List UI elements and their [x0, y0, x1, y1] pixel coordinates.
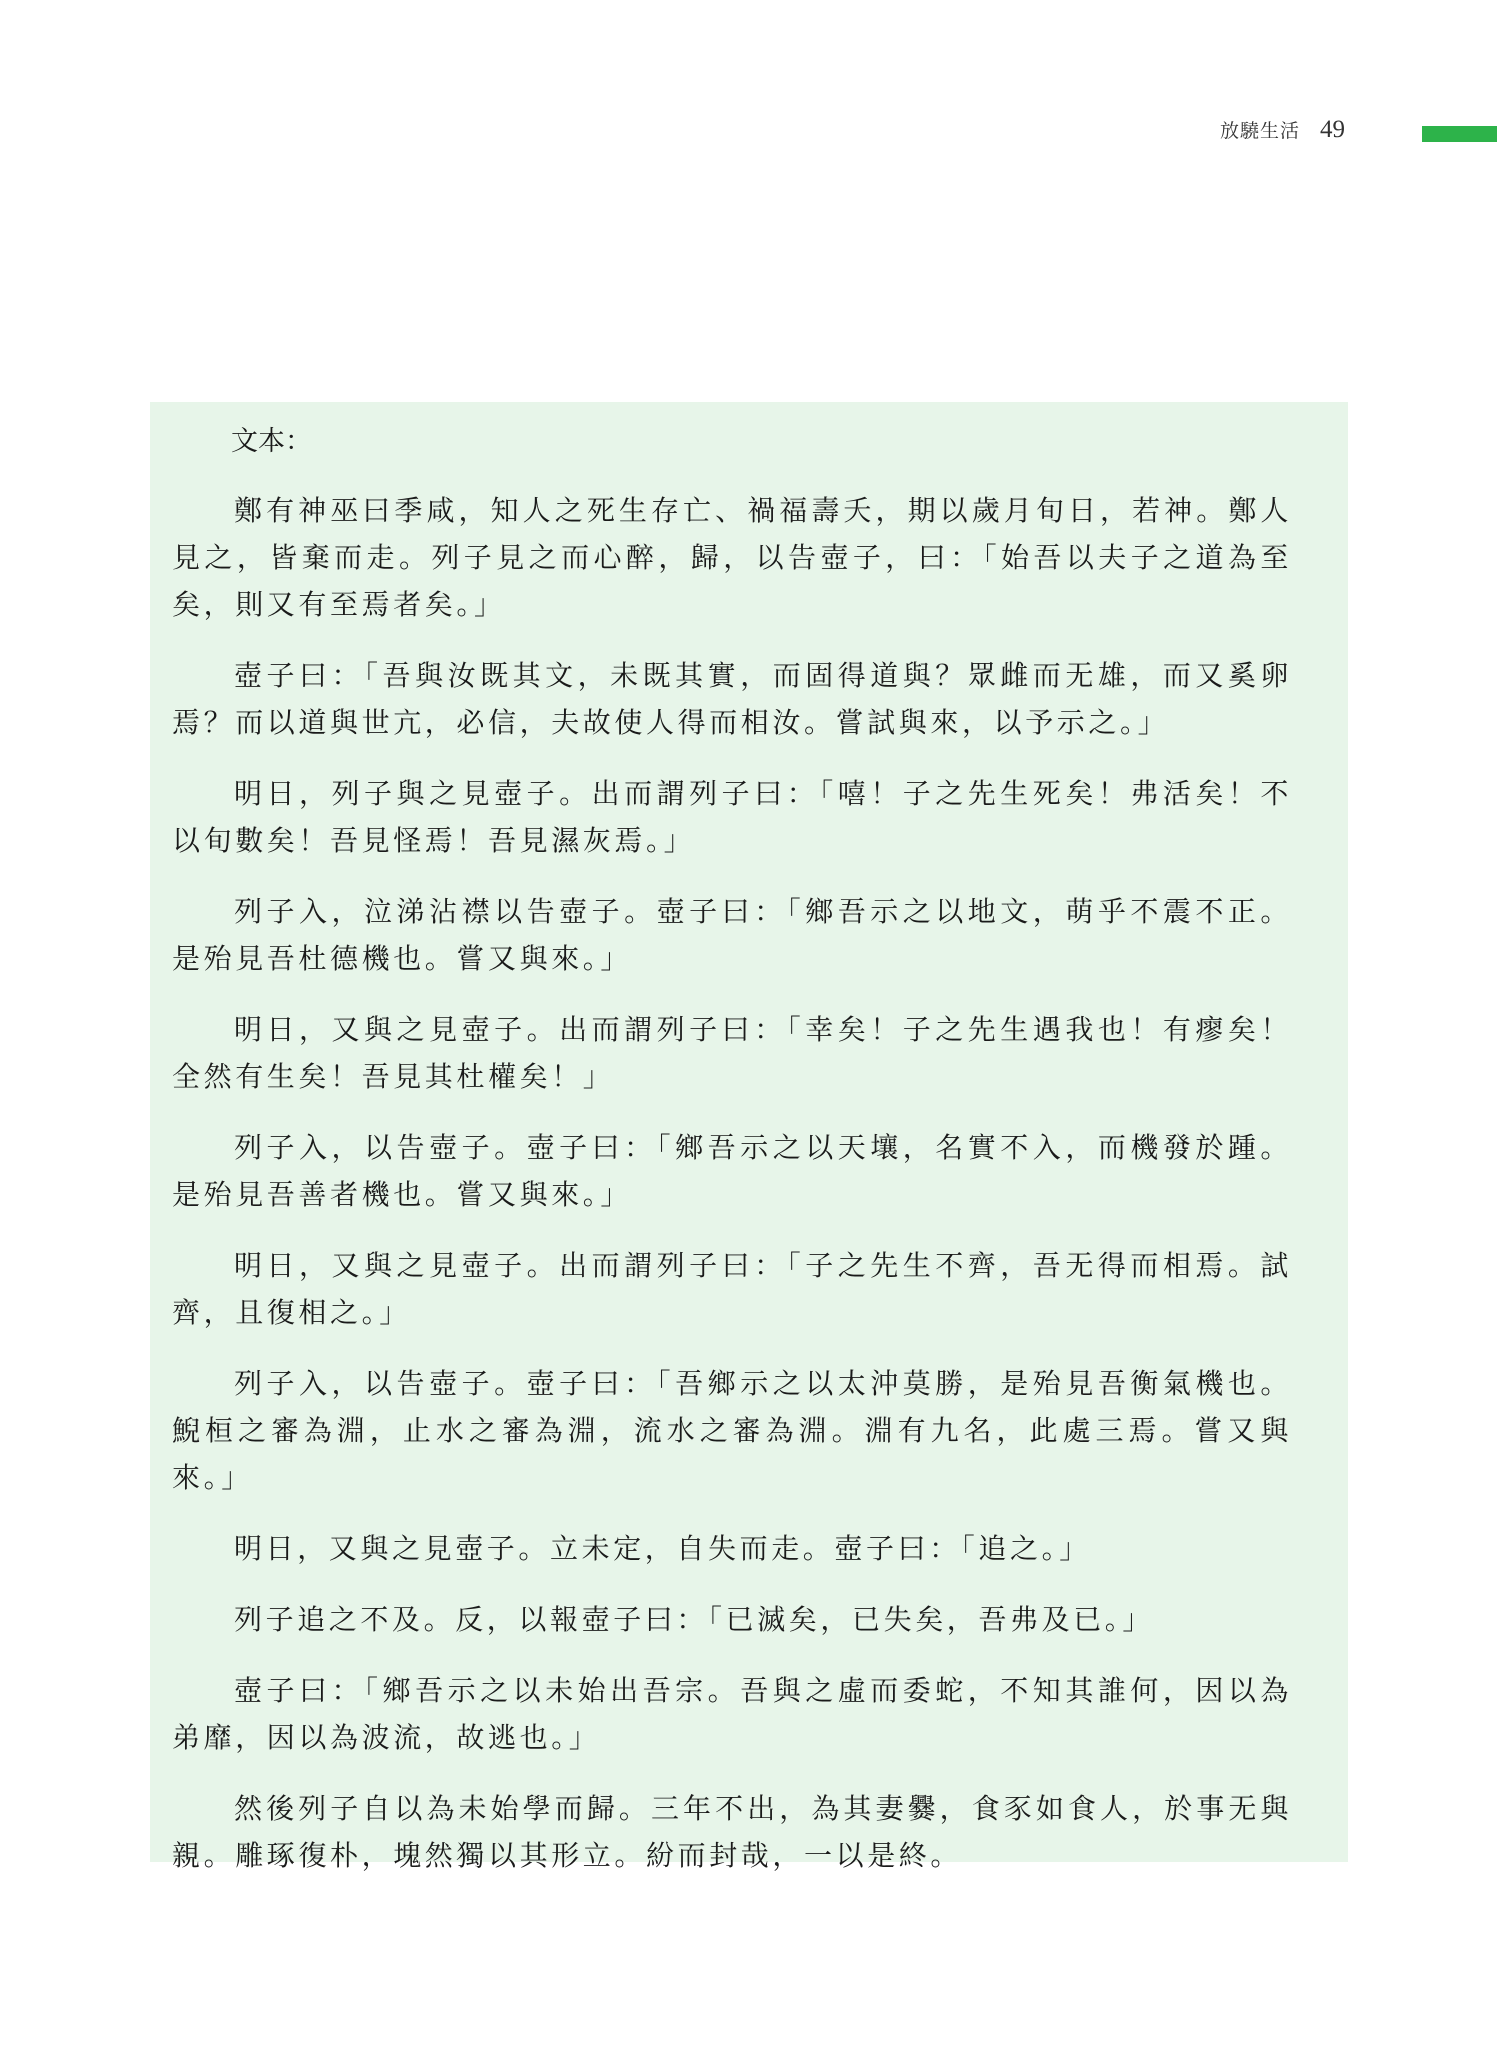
running-header [1220, 116, 1345, 144]
paragraph-2: 壺子曰：「吾與汝既其文，未既其實，而固得道與？眾雌而无雄，而又奚卵焉？而以道與世亢，必信，夫故使人得而相汝。嘗試與來，以予示之。」 [172, 659, 1292, 739]
page-number: 49 [1320, 116, 1345, 143]
paragraph-3: 明日，列子與之見壺子。出而謂列子曰：「嘻！子之先生死矣！弗活矣！不以旬數矣！吾見怪焉！吾見濕灰焉。」 [172, 777, 1292, 857]
paragraph-4: 列子入，泣涕沾襟以告壺子。壺子曰：「鄉吾示之以地文，萌乎不震不正。是殆見吾杜德機也。嘗又與來。」 [172, 895, 1292, 975]
passage [172, 487, 1292, 1903]
paragraph-5: 明日，又與之見壺子。出而謂列子曰：「幸矣！子之先生遇我也！有瘳矣！全然有生矣！吾見其杜權矣！」 [172, 1013, 1292, 1093]
paragraph-11: 壺子曰：「鄉吾示之以未始出吾宗。吾與之虛而委蛇，不知其誰何，因以為弟靡，因以為波流，故逃也。」 [172, 1674, 1292, 1754]
text-box [150, 402, 1348, 1872]
paragraph-6: 列子入，以告壺子。壺子曰：「鄉吾示之以天壤，名實不入，而機發於踵。是殆見吾善者機也。嘗又與來。」 [172, 1131, 1292, 1211]
paragraph-10: 列子追之不及。反，以報壺子曰：「已滅矣，已失矣，吾弗及已。」 [234, 1603, 1155, 1636]
text-box-label: 文本： [231, 426, 312, 457]
paragraph-12: 然後列子自以為未始學而歸。三年不出，為其妻爨，食豕如食人，於事无與親。雕琢復朴，塊然獨以其形立。紛而封哉，一以是終。 [172, 1792, 1292, 1872]
paragraph-8: 列子入，以告壺子。壺子曰：「吾鄉示之以太沖莫勝，是殆見吾衡氣機也。鯢桓之審為淵，止水之審為淵，流水之審為淵。淵有九名，此處三焉。嘗又與來。」 [172, 1367, 1292, 1494]
green-tab-marker [1422, 126, 1497, 142]
running-title: 放驍生活 [1219, 120, 1300, 142]
paragraph-7: 明日，又與之見壺子。出而謂列子曰：「子之先生不齊，吾无得而相焉。試齊，且復相之。」 [172, 1249, 1292, 1329]
paragraph-1: 鄭有神巫曰季咸，知人之死生存亡、禍福壽夭，期以歲月旬日，若神。鄭人見之，皆棄而走。列子見之而心醉，歸，以告壺子，曰：「始吾以夫子之道為至矣，則又有至焉者矣。」 [172, 494, 1292, 621]
paragraph-9: 明日，又與之見壺子。立未定，自失而走。壺子曰：「追之。」 [234, 1532, 1091, 1565]
